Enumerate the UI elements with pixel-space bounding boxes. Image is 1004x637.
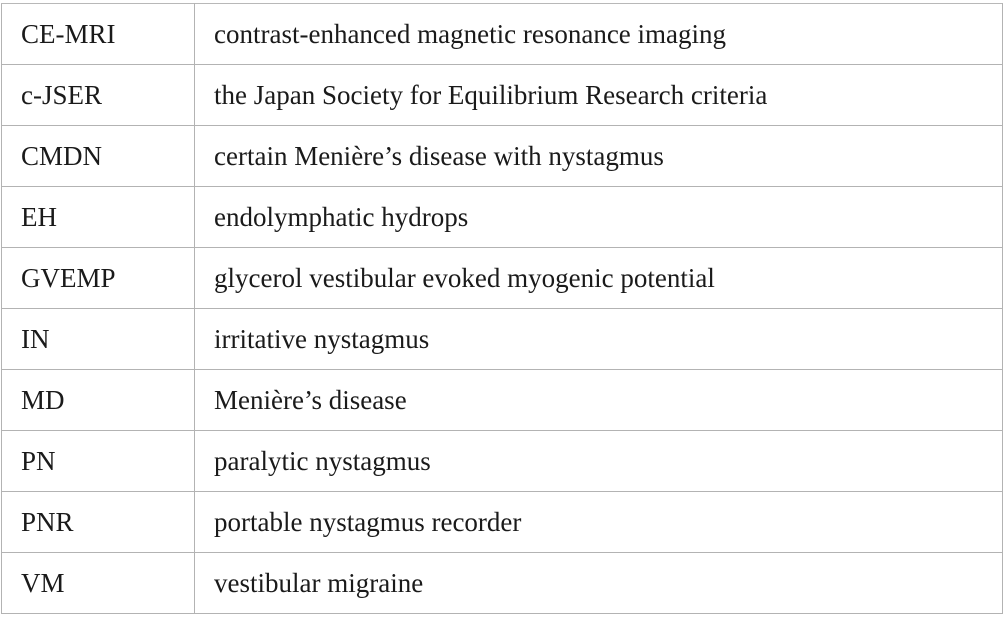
definition-cell: glycerol vestibular evoked myogenic potential	[195, 248, 1003, 309]
table-row	[2, 4, 1003, 65]
definition-cell: contrast-enhanced magnetic resonance imaging	[195, 4, 1003, 65]
table-row	[2, 126, 1003, 187]
table-row	[2, 553, 1003, 614]
definition-cell: portable nystagmus recorder	[195, 492, 1003, 553]
abbreviation-cell: CMDN	[2, 126, 195, 187]
table-row	[2, 187, 1003, 248]
abbreviations-table	[1, 3, 1003, 614]
abbreviation-cell: VM	[2, 553, 195, 614]
table-row	[2, 65, 1003, 126]
abbreviations-table-body	[2, 4, 1003, 614]
abbreviation-cell: c-JSER	[2, 65, 195, 126]
definition-cell: paralytic nystagmus	[195, 431, 1003, 492]
table-row	[2, 370, 1003, 431]
definition-cell: vestibular migraine	[195, 553, 1003, 614]
abbreviation-cell: CE-MRI	[2, 4, 195, 65]
definition-cell: certain Menière’s disease with nystagmus	[195, 126, 1003, 187]
abbreviation-cell: EH	[2, 187, 195, 248]
table-row	[2, 431, 1003, 492]
definition-cell: endolymphatic hydrops	[195, 187, 1003, 248]
abbreviation-cell: MD	[2, 370, 195, 431]
definition-cell: Menière’s disease	[195, 370, 1003, 431]
abbreviation-cell: IN	[2, 309, 195, 370]
definition-cell: the Japan Society for Equilibrium Research criteria	[195, 65, 1003, 126]
abbreviation-cell: GVEMP	[2, 248, 195, 309]
definition-cell: irritative nystagmus	[195, 309, 1003, 370]
abbreviation-cell: PNR	[2, 492, 195, 553]
abbreviation-cell: PN	[2, 431, 195, 492]
table-row	[2, 248, 1003, 309]
table-row	[2, 309, 1003, 370]
table-row	[2, 492, 1003, 553]
